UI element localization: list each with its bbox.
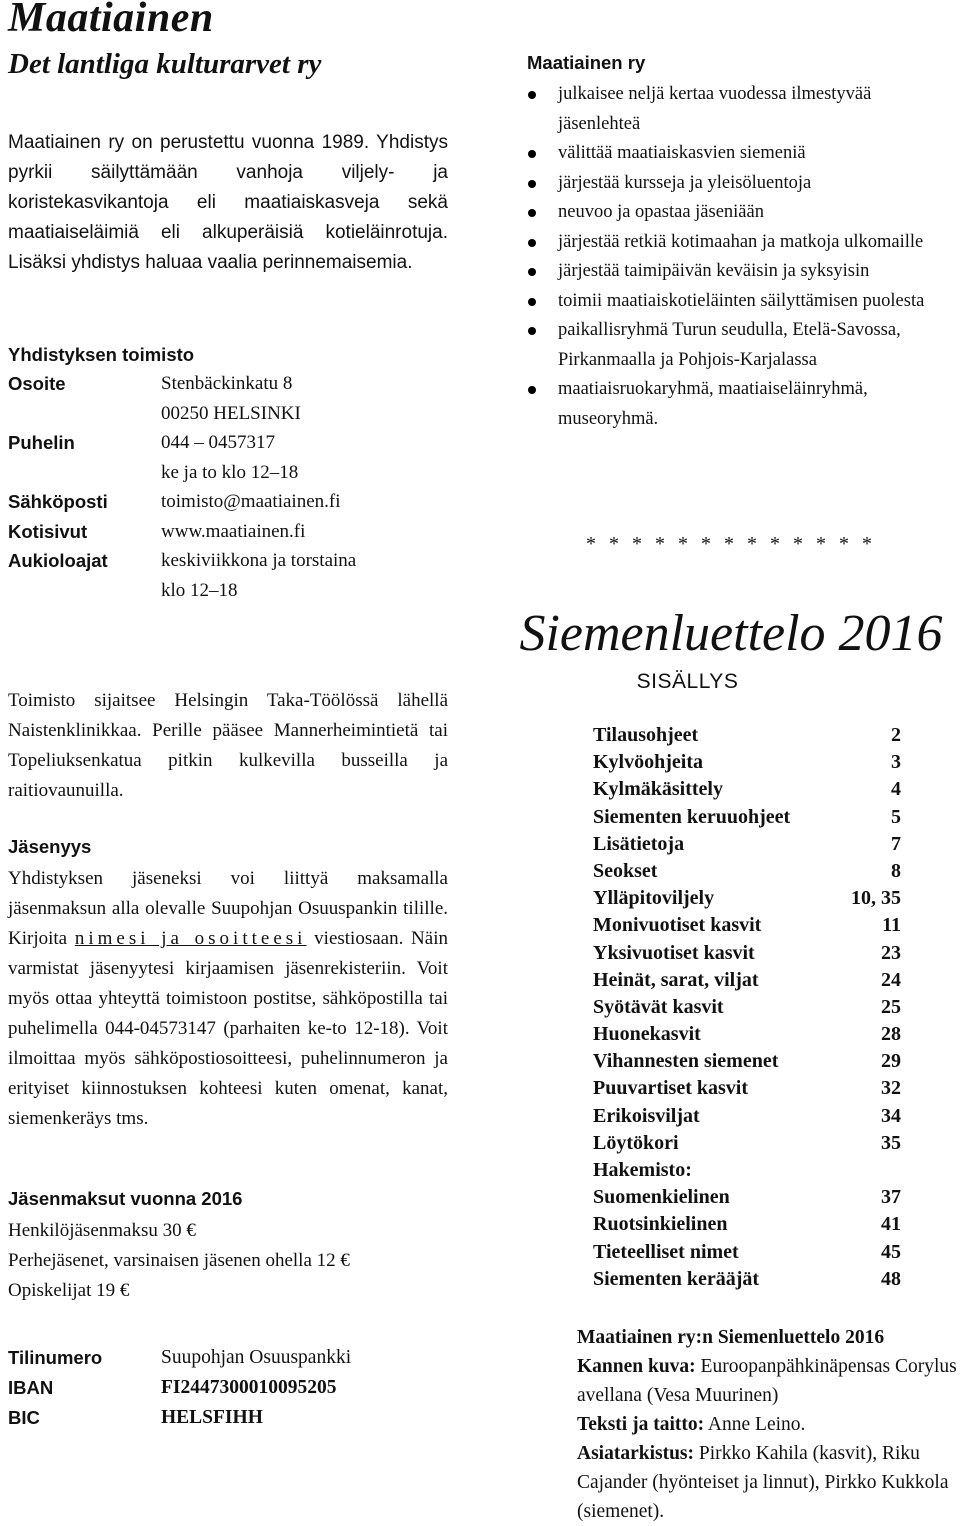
toc-title: Siementen keruuohjeet	[593, 805, 791, 828]
toc-title: Kylmäkäsittely	[593, 778, 723, 801]
office-value: ke ja to klo 12–18	[161, 461, 299, 483]
office-row	[8, 491, 448, 521]
list-item	[505, 228, 957, 258]
toc-page: 7	[891, 832, 901, 855]
toc-title: Erikoisviljat	[593, 1104, 700, 1127]
toc-row[interactable]	[593, 1077, 908, 1104]
fees-list	[8, 1216, 350, 1306]
toc-title: Syötävät kasvit	[593, 995, 724, 1018]
list-item	[505, 287, 957, 317]
fee-line: Henkilöjäsenmaksu 30 €	[8, 1220, 196, 1241]
toc-row[interactable]	[593, 1132, 908, 1159]
toc-page: 11	[882, 914, 901, 937]
bank-row	[8, 1377, 448, 1407]
bank-row	[8, 1407, 448, 1437]
office-label: Sähköposti	[8, 491, 108, 512]
toc-page: 41	[881, 1213, 901, 1236]
activity-text: järjestää taimipäivän keväisin ja syksyisin	[558, 261, 870, 281]
membership-heading: Jäsenyys	[8, 836, 92, 857]
fees-heading: Jäsenmaksut vuonna 2016	[8, 1188, 243, 1209]
toc-title: Löytökori	[593, 1131, 679, 1154]
list-item	[505, 169, 957, 199]
office-label: Puhelin	[8, 432, 75, 453]
toc-title: Heinät, sarat, viljat	[593, 968, 759, 991]
fee-line: Opiskelijat 19 €	[8, 1280, 130, 1301]
office-info-table	[8, 373, 448, 609]
toc-page: 28	[881, 1023, 901, 1046]
office-row	[8, 373, 448, 403]
credits-block	[577, 1323, 960, 1526]
contents-heading: SISÄLLYS	[636, 670, 739, 693]
toc-title: Seokset	[593, 859, 658, 882]
toc-page: 35	[881, 1131, 901, 1154]
bullet-icon	[528, 91, 536, 99]
office-label: Kotisivut	[8, 520, 88, 542]
office-value: 044 – 0457317	[161, 432, 275, 453]
list-item	[505, 257, 957, 287]
toc-page: 24	[881, 968, 901, 991]
toc-row[interactable]	[593, 942, 908, 969]
toc-row[interactable]	[593, 778, 908, 805]
list-item	[505, 198, 957, 228]
toc-title: Huonekasvit	[593, 1023, 701, 1046]
toc-page: 37	[881, 1186, 901, 1209]
activity-text: järjestää kursseja ja yleisöluentoja	[558, 172, 812, 193]
membership-text-before: Yhdistyksen jäseneksi voi liittyä maksamalla jäsenmaksun alla olevalle Suupohjan Osuuspankin tilille. Kirjoita	[8, 868, 448, 949]
toc-row[interactable]	[593, 1186, 908, 1213]
toc-row[interactable]	[593, 996, 908, 1023]
credits-label: Asiatarkistus:	[577, 1443, 695, 1464]
toc-page: 45	[881, 1240, 901, 1263]
toc-row[interactable]	[593, 1268, 908, 1295]
bank-info	[8, 1347, 448, 1437]
office-row	[8, 580, 448, 610]
toc-page: 23	[881, 941, 901, 964]
credits-layout	[577, 1410, 960, 1439]
masthead-subtitle: Det lantliga kulturarvet ry	[8, 48, 322, 80]
toc-page: 34	[881, 1104, 901, 1127]
toc-title: Suomenkielinen	[593, 1186, 730, 1209]
bank-value: HELSFIHH	[161, 1407, 263, 1428]
office-row	[8, 521, 448, 551]
office-label: Osoite	[8, 373, 66, 394]
membership-text-after: viestiosaan. Näin varmistat jäsenyytesi kirjaamisen jäsenrekisteriin. Voit myös ottaa yhteyttä toimistoon postitse, sähköpostilla tai puhelimella 044-04573147 (parhaiten ke-to 12-18). Voit ilmoittaa myös sähköpostiosoitteesi, puhelinnumeron ja erityiset kiinnostuksen kohteesi kuten omenat, kanat, siemenkeräys tms.	[8, 928, 448, 1129]
activity-text: neuvoo ja opastaa jäseniään	[558, 202, 764, 222]
toc-row[interactable]	[593, 724, 908, 751]
toc-row[interactable]	[593, 833, 908, 860]
membership-emphasis: nimesi ja osoitteesi	[74, 928, 307, 949]
bullet-icon	[528, 209, 536, 217]
toc-row[interactable]	[593, 914, 908, 941]
toc-title: Yksivuotiset kasvit	[593, 941, 755, 964]
bullet-icon	[528, 298, 536, 306]
toc-page: 4	[891, 778, 901, 801]
location-paragraph: Toimisto sijaitsee Helsingin Taka-Töölössä lähellä Naistenklinikkaa. Perille pääsee Mannerheimintietä tai Topeliuksenkatua pitkin kulkevilla busseilla ja raitiovaunuilla.	[8, 690, 448, 801]
intro-paragraph: Maatiainen ry on perustettu vuonna 1989. Yhdistys pyrkii säilyttämään vanhoja viljely- ja koristekasvikantoja eli maatiaiskasveja sekä maatiaiseläimiä eli alkuperäisiä kotieläinrotuja. Lisäksi yhdistys haluaa vaalia perinnemaisemia.	[8, 132, 448, 273]
toc-title: Monivuotiset kasvit	[593, 914, 762, 937]
office-row	[8, 403, 448, 433]
bullet-icon	[528, 180, 536, 188]
toc-title: Tilausohjeet	[593, 724, 699, 746]
toc-row[interactable]	[593, 806, 908, 833]
office-row	[8, 432, 448, 462]
toc-page: 48	[881, 1267, 901, 1290]
list-item	[505, 139, 957, 169]
toc-title: Tieteelliset nimet	[593, 1240, 739, 1263]
fee-line: Perhejäsenet, varsinaisen jäsenen ohella 12 €	[8, 1250, 350, 1271]
toc-title: Hakemisto:	[593, 1159, 692, 1181]
office-value: klo 12–18	[161, 579, 238, 601]
credits-label: Kannen kuva:	[577, 1356, 696, 1377]
toc-page: 8	[891, 859, 901, 882]
activity-text: toimii maatiaiskotieläinten säilyttämisen puolesta	[558, 290, 925, 311]
toc-row[interactable]	[593, 887, 908, 914]
activity-text: välittää maatiaiskasvien siemeniä	[558, 143, 806, 163]
toc-title: Ruotsinkielinen	[593, 1213, 728, 1236]
list-item	[505, 316, 957, 375]
list-item	[505, 80, 957, 139]
table-of-contents	[593, 724, 908, 1295]
bullet-icon	[528, 150, 536, 158]
credits-check	[577, 1439, 960, 1526]
toc-row[interactable]	[593, 751, 908, 778]
toc-page: 2	[891, 724, 901, 746]
toc-page: 10, 35	[851, 887, 901, 910]
office-value: keskiviikkona ja torstaina	[161, 550, 357, 571]
office-value: 00250 HELSINKI	[161, 402, 301, 424]
star-separator: * * * * * * * * * * * * *	[586, 533, 876, 555]
credits-heading: Maatiainen ry:n Siemenluettelo 2016	[577, 1327, 885, 1348]
toc-row[interactable]	[593, 1105, 908, 1132]
office-label: Aukioloajat	[8, 550, 108, 571]
toc-title: Vihannesten siemenet	[593, 1050, 779, 1073]
toc-page: 29	[881, 1050, 901, 1073]
bank-label: Tilinumero	[8, 1347, 103, 1368]
activity-text: julkaisee neljä kertaa vuodessa ilmestyvää jäsenlehteä	[558, 84, 872, 134]
masthead-title: Maatiainen	[8, 0, 214, 41]
bullet-icon	[528, 386, 536, 394]
bank-value: Suupohjan Osuuspankki	[161, 1347, 352, 1368]
bank-label: IBAN	[8, 1377, 54, 1398]
office-value: Stenbäckinkatu 8	[161, 373, 293, 394]
credits-value: Anne Leino.	[707, 1414, 806, 1435]
toc-row[interactable]	[593, 1023, 908, 1050]
office-heading: Yhdistyksen toimisto	[8, 344, 195, 365]
toc-row[interactable]	[593, 969, 908, 996]
credits-value: Pirkko Kahila (kasvit), Riku Cajander (hyönteiset ja linnut), Pirkko Kukkola (siemenet).	[577, 1443, 949, 1522]
bank-row	[8, 1347, 448, 1377]
bank-label: BIC	[8, 1407, 40, 1428]
organization-heading: Maatiainen ry	[527, 52, 646, 73]
toc-page: 25	[881, 995, 901, 1018]
activity-text: järjestää retkiä kotimaahan ja matkoja ulkomaille	[558, 231, 924, 252]
bullet-icon	[528, 239, 536, 247]
list-item	[505, 375, 957, 434]
activity-text: maatiaisruokaryhmä, maatiaiseläinryhmä, museoryhmä.	[558, 379, 868, 429]
toc-title: Lisätietoja	[593, 832, 685, 855]
membership-paragraph	[8, 864, 448, 1134]
toc-title: Puuvartiset kasvit	[593, 1077, 748, 1100]
catalog-title: Siemenluettelo 2016	[519, 605, 943, 662]
toc-title: Kylvöohjeita	[593, 751, 703, 774]
office-row	[8, 462, 448, 492]
credits-cover	[577, 1352, 960, 1410]
toc-page: 32	[881, 1077, 901, 1100]
website-link[interactable]: www.maatiainen.fi	[161, 520, 306, 542]
toc-row[interactable]	[593, 1050, 908, 1077]
bank-value: FI2447300010095205	[161, 1377, 337, 1398]
email-link[interactable]: toimisto@maatiainen.fi	[161, 491, 341, 512]
toc-row[interactable]	[593, 1241, 908, 1268]
bullet-icon	[528, 327, 536, 335]
toc-page: 3	[891, 751, 901, 774]
office-row	[8, 550, 448, 580]
bullet-icon	[528, 268, 536, 276]
credits-label: Teksti ja taitto:	[577, 1414, 705, 1435]
toc-row[interactable]	[593, 1213, 908, 1240]
toc-title: Ylläpitoviljely	[593, 887, 715, 910]
toc-page: 5	[891, 805, 901, 828]
toc-row	[593, 1159, 908, 1186]
toc-row[interactable]	[593, 860, 908, 887]
credits-value: Euroopanpähkinäpensas Corylus avellana (Vesa Muurinen)	[577, 1356, 957, 1406]
activities-list	[505, 80, 957, 434]
toc-title: Siementen kerääjät	[593, 1267, 760, 1290]
activity-text: paikallisryhmä Turun seudulla, Etelä-Savossa, Pirkanmaalla ja Pohjois-Karjalassa	[558, 320, 901, 370]
